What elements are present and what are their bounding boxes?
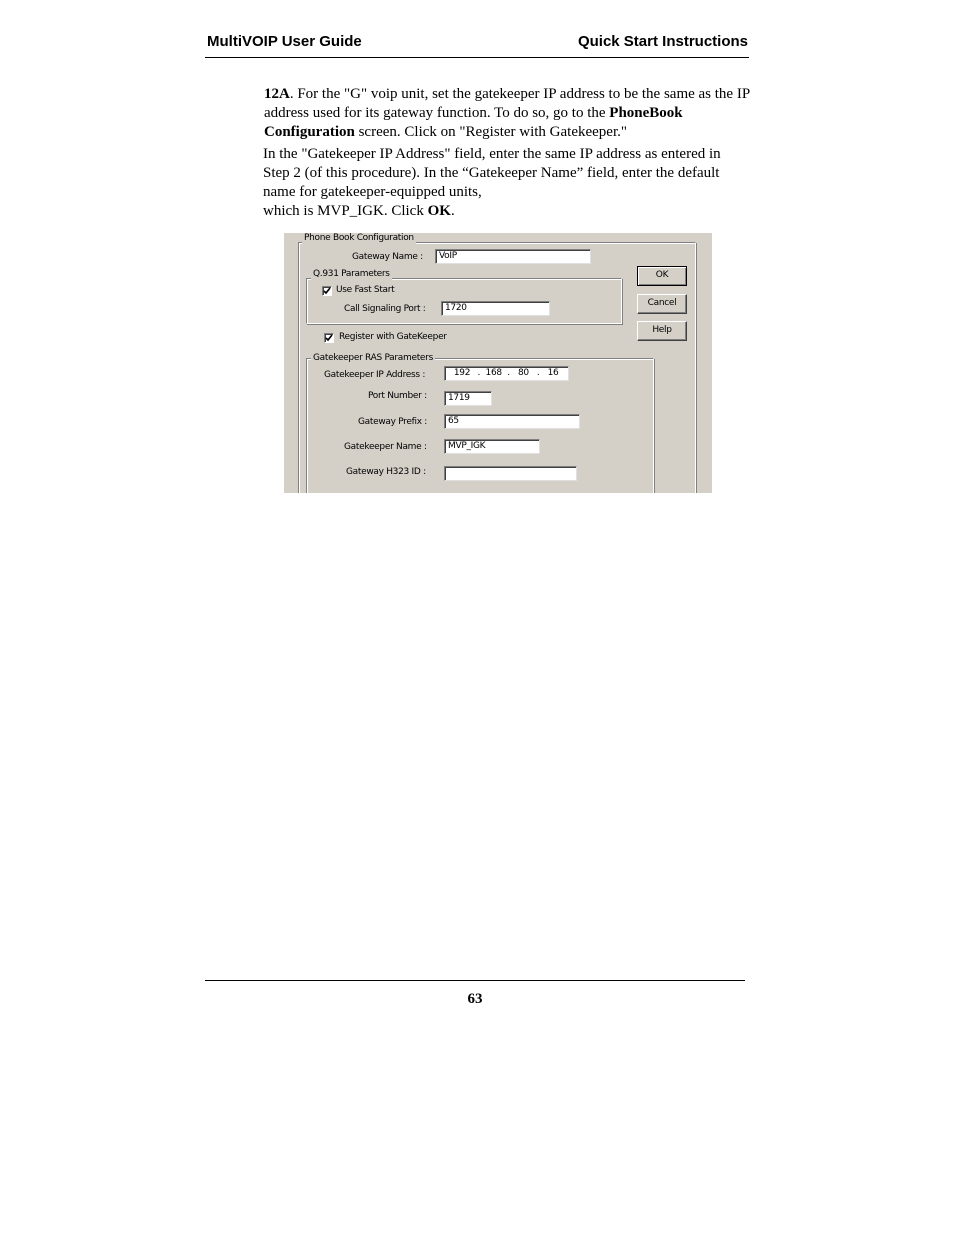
- gatekeeper-name-label: Gatekeeper Name :: [344, 442, 427, 452]
- call-signaling-port-label: Call Signaling Port :: [344, 304, 426, 314]
- gateway-name-label: Gateway Name :: [352, 252, 423, 262]
- step-number: 12A: [264, 86, 290, 102]
- header-section: Quick Start Instructions: [577, 33, 748, 50]
- ip-octet-2: 168: [485, 368, 502, 378]
- paragraph-text: . For the "G" voip unit, set the gatekeeper IP address to be the same as the IP address used for its gateway function. To do so, go to the: [264, 86, 750, 121]
- paragraph-step-12a: [264, 85, 750, 142]
- footer-rule: [205, 980, 745, 981]
- checkmark-icon: [323, 287, 331, 295]
- header-rule: [205, 57, 749, 58]
- phonebook-dialog-screenshot: [284, 233, 712, 493]
- paragraph-instructions: [263, 145, 749, 221]
- gateway-h323-id-label: Gateway H323 ID :: [346, 467, 426, 477]
- register-gatekeeper-label: Register with GateKeeper: [339, 332, 447, 342]
- page-number: 63: [467, 991, 483, 1007]
- help-button[interactable]: Help: [637, 321, 687, 341]
- register-gatekeeper-checkbox[interactable]: [324, 333, 334, 343]
- cancel-button[interactable]: Cancel: [637, 294, 687, 314]
- call-signaling-port-input[interactable]: 1720: [441, 301, 550, 316]
- paragraph-text: .: [450, 203, 455, 219]
- paragraph-text: screen. Click on "Register with Gatekeeper.": [354, 124, 628, 140]
- paragraph-text: which is MVP_IGK. Click: [263, 203, 428, 219]
- gateway-prefix-input[interactable]: 65: [444, 414, 580, 429]
- checkmark-icon: [325, 334, 333, 342]
- port-number-input[interactable]: 1719: [444, 391, 492, 406]
- ras-group-title: Gatekeeper RAS Parameters: [313, 353, 433, 363]
- bold-term: PhoneBook Configuration: [264, 105, 683, 140]
- header-title: MultiVOIP User Guide: [207, 33, 362, 50]
- paragraph-text: In the "Gatekeeper IP Address" field, enter the same IP address as entered in Step 2 (of this procedure). In the “Gatekeeper Name” field, enter the default name for gatekeeper-equipped units,: [263, 146, 721, 200]
- use-fast-start-label: Use Fast Start: [336, 285, 395, 295]
- bold-term: OK: [427, 203, 451, 219]
- gateway-h323-id-input[interactable]: [444, 466, 577, 481]
- phonebook-group-title: Phone Book Configuration: [304, 233, 414, 243]
- gateway-prefix-label: Gateway Prefix :: [358, 417, 428, 427]
- ip-octet-1: 192: [453, 368, 471, 378]
- gatekeeper-ip-input[interactable]: 192 . 168 . 80 . 16: [444, 366, 569, 381]
- gatekeeper-ip-label: Gatekeeper IP Address :: [324, 370, 426, 380]
- port-number-label: Port Number :: [368, 391, 427, 401]
- ok-button[interactable]: OK: [637, 266, 687, 286]
- gatekeeper-name-input[interactable]: MVP_IGK: [444, 439, 540, 454]
- ip-octet-3: 80: [517, 368, 529, 378]
- ip-octet-4: 16: [547, 368, 559, 378]
- use-fast-start-checkbox[interactable]: [322, 286, 332, 296]
- q931-group-title: Q.931 Parameters: [313, 269, 390, 279]
- gateway-name-input[interactable]: VoIP: [435, 249, 591, 264]
